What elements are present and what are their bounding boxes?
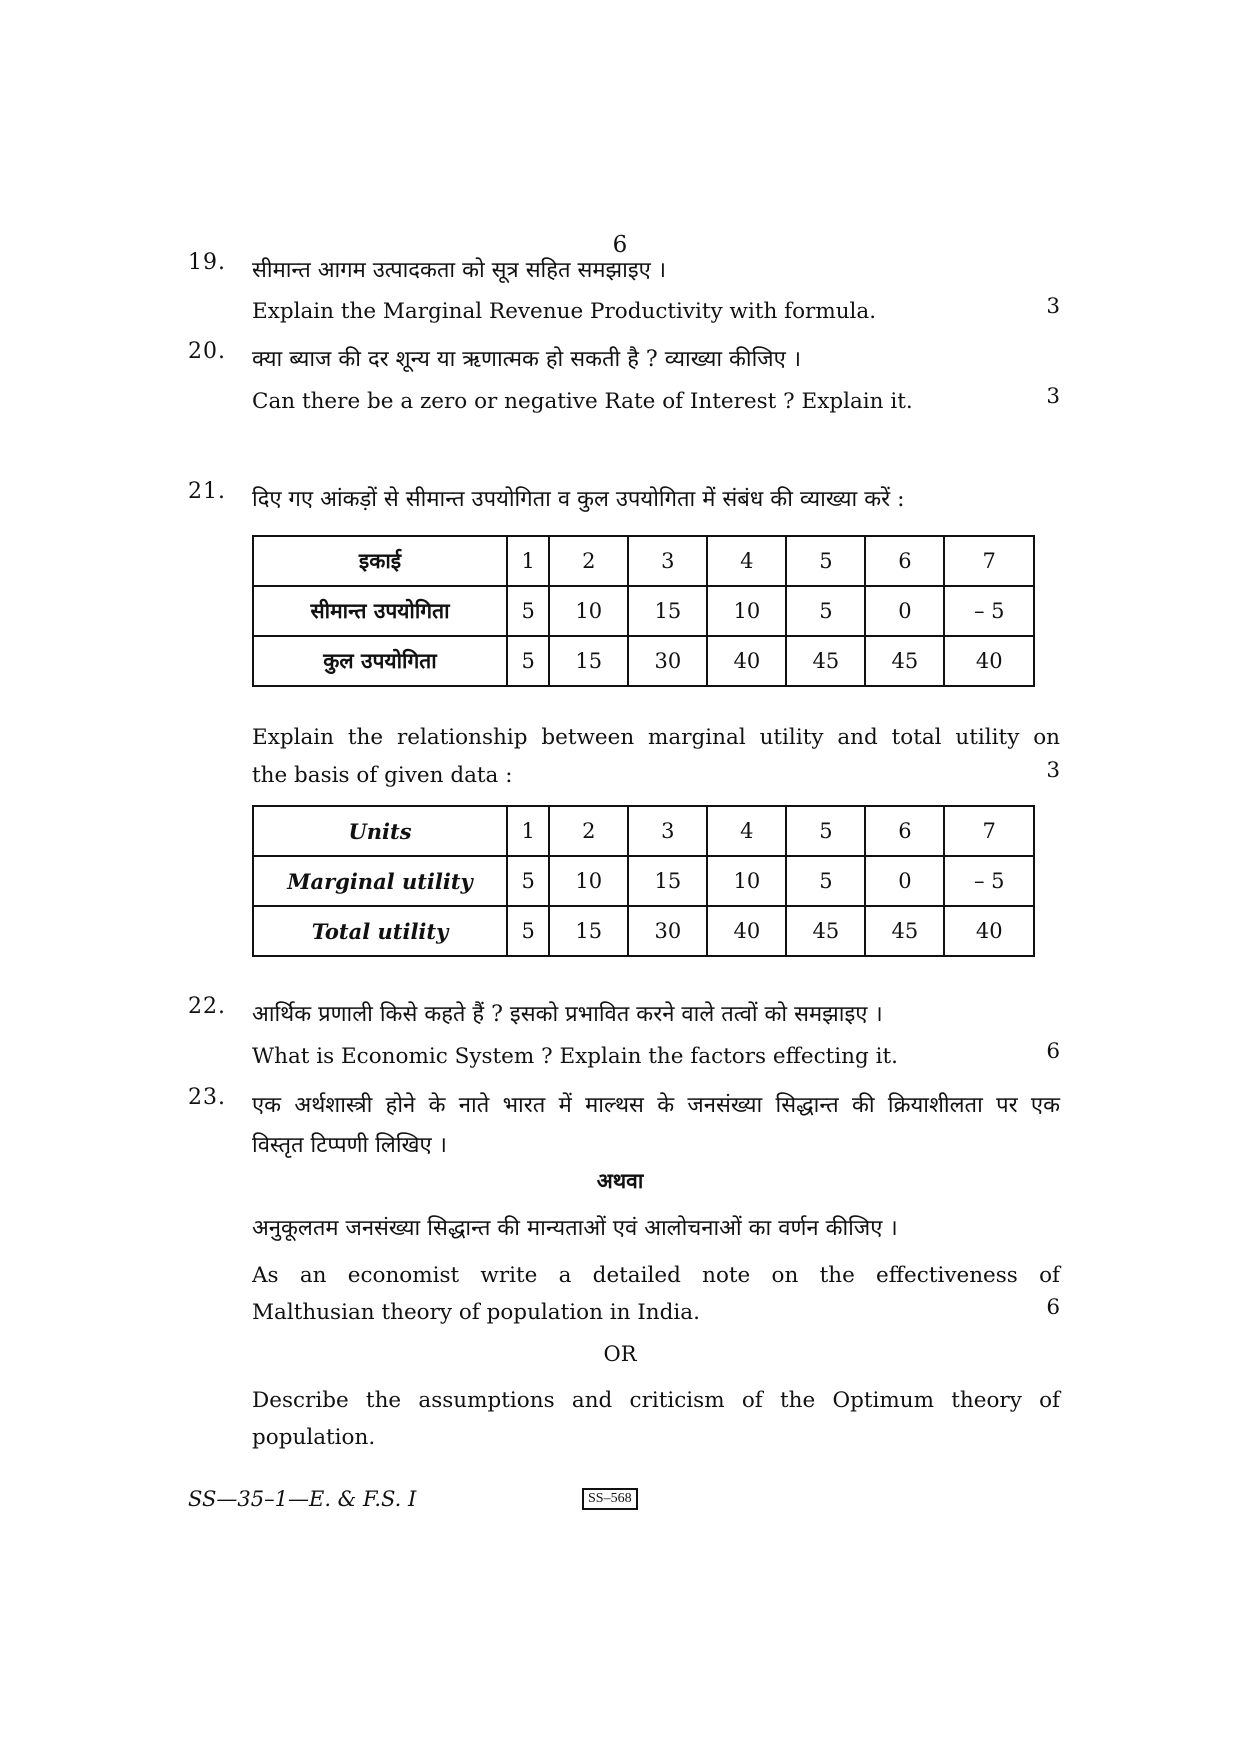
question-english-alt-line2: population. [252,1425,376,1450]
question-hindi: क्या ब्याज की दर शून्य या ऋणात्मक हो सकती है ? व्याख्या कीजिए । [252,347,802,372]
utility-table-hindi [252,535,1035,687]
footer-box-code: SS–568 [582,1488,638,1510]
table-cell: 1 [507,536,549,586]
question-english-line1: Explain the relationship between marginal utility and total utility on [252,725,1060,750]
table-cell: 5 [786,806,865,856]
table-cell: 2 [549,806,628,856]
row-label: Units [253,806,507,856]
question-english-line2: the basis of given data : [252,763,513,788]
utility-table-english [252,805,1035,957]
question-number: 21. [188,479,226,504]
footer-paper-code: SS—35–1—E. & F.S. I [188,1487,417,1511]
table-cell: 0 [865,586,944,636]
table-cell: 30 [628,906,707,956]
table-cell: 0 [865,856,944,906]
table-cell: 10 [549,856,628,906]
question-english-alt-line1: Describe the assumptions and criticism of the Optimum theory of [252,1388,1060,1413]
table-cell: 5 [507,906,549,956]
table-cell: 15 [628,856,707,906]
table-cell: 4 [707,806,786,856]
or-english: OR [603,1342,637,1366]
row-label: Total utility [253,906,507,956]
table-cell: 5 [786,856,865,906]
question-number: 19. [188,250,226,275]
table-cell: 5 [507,586,549,636]
question-number: 20. [188,339,226,364]
marks: 6 [1046,1039,1060,1064]
question-hindi: सीमान्त आगम उत्पादकता को सूत्र सहित समझाइए । [252,258,667,283]
table-cell: 3 [628,806,707,856]
table-cell: 15 [549,636,628,686]
table-cell: 45 [865,906,944,956]
table-cell: 5 [786,536,865,586]
table-cell: – 5 [944,856,1034,906]
question-english: What is Economic System ? Explain the factors effecting it. [252,1044,898,1069]
question-hindi-line1: एक अर्थशास्त्री होने के नाते भारत में माल्थस के जनसंख्या सिद्धान्त की क्रियाशीलता पर एक [252,1093,1060,1118]
table-cell: 40 [944,906,1034,956]
table-cell: 40 [707,906,786,956]
question-english-line2: Malthusian theory of population in India. [252,1300,700,1325]
table-row [253,806,1034,856]
table-cell: 15 [549,906,628,956]
question-english: Explain the Marginal Revenue Productivity with formula. [252,299,877,324]
row-label: कुल उपयोगिता [253,636,507,686]
question-english: Can there be a zero or negative Rate of Interest ? Explain it. [252,389,913,414]
table-cell: 10 [707,586,786,636]
table-cell: 10 [707,856,786,906]
row-label: सीमान्त उपयोगिता [253,586,507,636]
marks: 3 [1046,384,1060,409]
table-cell: 5 [507,856,549,906]
table-cell: 6 [865,536,944,586]
table-cell: 15 [628,586,707,636]
table-cell: – 5 [944,586,1034,636]
table-cell: 6 [865,806,944,856]
question-hindi-alt: अनुकूलतम जनसंख्या सिद्धान्त की मान्यताओं एवं आलोचनाओं का वर्णन कीजिए । [252,1216,898,1241]
table-cell: 40 [707,636,786,686]
row-label: Marginal utility [253,856,507,906]
question-number: 22. [188,994,226,1019]
table-cell: 45 [865,636,944,686]
question-hindi-line2: विस्तृत टिप्पणी लिखिए । [252,1133,448,1158]
table-cell: 2 [549,536,628,586]
marks: 3 [1046,294,1060,319]
table-row [253,586,1034,636]
table-row [253,536,1034,586]
table-row [253,636,1034,686]
table-cell: 7 [944,806,1034,856]
question-english-line1: As an economist write a detailed note on the effectiveness of [252,1263,1060,1288]
table-cell: 1 [507,806,549,856]
page-number: 6 [612,232,628,258]
table-cell: 7 [944,536,1034,586]
question-number: 23. [188,1085,226,1110]
table-row [253,856,1034,906]
table-cell: 40 [944,636,1034,686]
question-hindi: दिए गए आंकड़ों से सीमान्त उपयोगिता व कुल उपयोगिता में संबंध की व्याख्या करें : [252,487,905,512]
table-cell: 30 [628,636,707,686]
table-cell: 4 [707,536,786,586]
table-cell: 3 [628,536,707,586]
table-cell: 45 [786,636,865,686]
marks: 3 [1046,758,1060,783]
table-cell: 5 [507,636,549,686]
or-hindi: अथवा [596,1168,644,1193]
marks: 6 [1046,1295,1060,1320]
table-cell: 5 [786,586,865,636]
question-hindi: आर्थिक प्रणाली किसे कहते हैं ? इसको प्रभावित करने वाले तत्वों को समझाइए । [252,1002,883,1027]
table-cell: 10 [549,586,628,636]
row-label: इकाई [253,536,507,586]
table-cell: 45 [786,906,865,956]
table-row [253,906,1034,956]
